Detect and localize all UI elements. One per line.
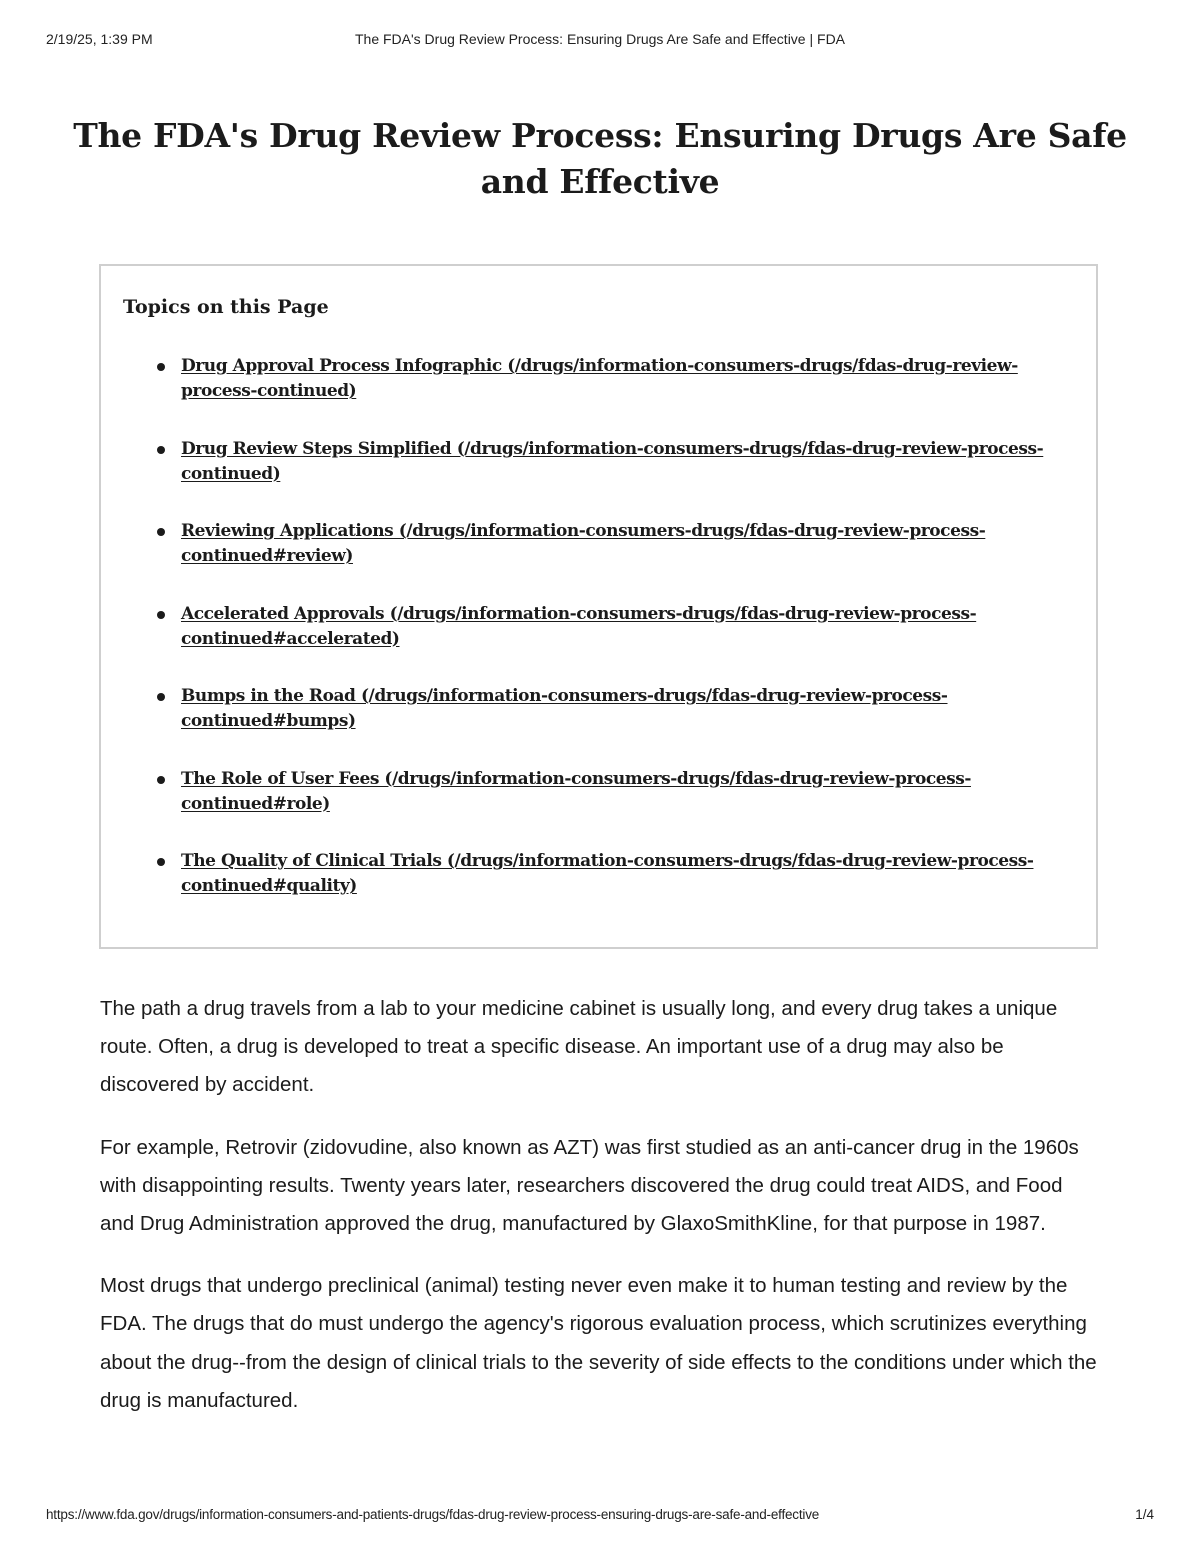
topics-on-page-box [99, 264, 1098, 949]
bullet-icon [157, 776, 165, 784]
topic-item-drug-approval-infographic [123, 354, 1078, 437]
topic-link-bumps-in-road[interactable]: Bumps in the Road (/drugs/information-consumers-drugs/fdas-drug-review-process-continued#bumps) [181, 686, 948, 731]
topics-heading: Topics on this Page [123, 296, 329, 318]
print-footer [46, 1507, 1154, 1527]
bullet-icon [157, 363, 165, 371]
bullet-icon [157, 446, 165, 454]
print-date: 2/19/25, 1:39 PM [46, 31, 153, 47]
paragraph-preclinical-testing: Most drugs that undergo preclinical (animal) testing never even make it to human testing and review by the FDA. The drugs that do must undergo the agency's rigorous evaluation process, which scrutinizes everything about the drug--from the design of clinical trials to the severity of side effects to the conditions under which the drug is manufactured. [100, 1274, 1097, 1412]
topic-item-bumps-in-road [123, 684, 1078, 767]
print-document-title: The FDA's Drug Review Process: Ensuring Drugs Are Safe and Effective | FDA [354, 31, 846, 47]
article-body [100, 990, 1100, 1444]
topic-link-drug-approval-infographic[interactable]: Drug Approval Process Infographic (/drugs/information-consumers-drugs/fdas-drug-review-process-continued) [181, 356, 1018, 401]
print-header [46, 31, 1154, 51]
page-title: The FDA's Drug Review Process: Ensuring Drugs Are Safe and Effective [73, 116, 1127, 201]
bullet-icon [157, 693, 165, 701]
topic-item-quality-of-clinical-trials [123, 849, 1078, 932]
topic-link-reviewing-applications[interactable]: Reviewing Applications (/drugs/information-consumers-drugs/fdas-drug-review-process-continued#review) [181, 521, 986, 566]
topic-item-reviewing-applications [123, 519, 1078, 602]
topic-link-review-steps-simplified[interactable]: Drug Review Steps Simplified (/drugs/information-consumers-drugs/fdas-drug-review-process-continued) [181, 438, 1044, 484]
bullet-icon [157, 611, 165, 619]
topic-item-role-of-user-fees [123, 767, 1078, 850]
bullet-icon [157, 528, 165, 536]
paragraph-drug-path: The path a drug travels from a lab to your medicine cabinet is usually long, and every drug takes a unique route. Often, a drug is developed to treat a specific disease. An important use of a drug may also be discovered by accident. [100, 997, 1058, 1097]
paragraph-retrovir-example: For example, Retrovir (zidovudine, also known as AZT) was first studied as an anti-cancer drug in the 1960s with disappointing results. Twenty years later, researchers discovered the drug could treat AIDS, and Food and Drug Administration approved the drug, manufactured by GlaxoSmithKline, for that purpose in 1987. [100, 1135, 1079, 1236]
topic-item-accelerated-approvals [123, 602, 1078, 685]
topics-list [123, 354, 1078, 932]
bullet-icon [157, 858, 165, 866]
page-number: 1/4 [1135, 1507, 1154, 1522]
topic-link-quality-of-clinical-trials[interactable]: The Quality of Clinical Trials (/drugs/information-consumers-drugs/fdas-drug-review-process-continued#quality) [181, 851, 1034, 896]
topic-link-role-of-user-fees[interactable]: The Role of User Fees (/drugs/information-consumers-drugs/fdas-drug-review-process-continued#role) [181, 768, 971, 814]
print-url: https://www.fda.gov/drugs/information-consumers-and-patients-drugs/fdas-drug-review-process-ensuring-drugs-are-safe-and-effective [46, 1507, 820, 1522]
topic-link-accelerated-approvals[interactable]: Accelerated Approvals (/drugs/information-consumers-drugs/fdas-drug-review-process-continued#accelerated) [181, 603, 977, 649]
topic-item-review-steps-simplified [123, 437, 1078, 520]
